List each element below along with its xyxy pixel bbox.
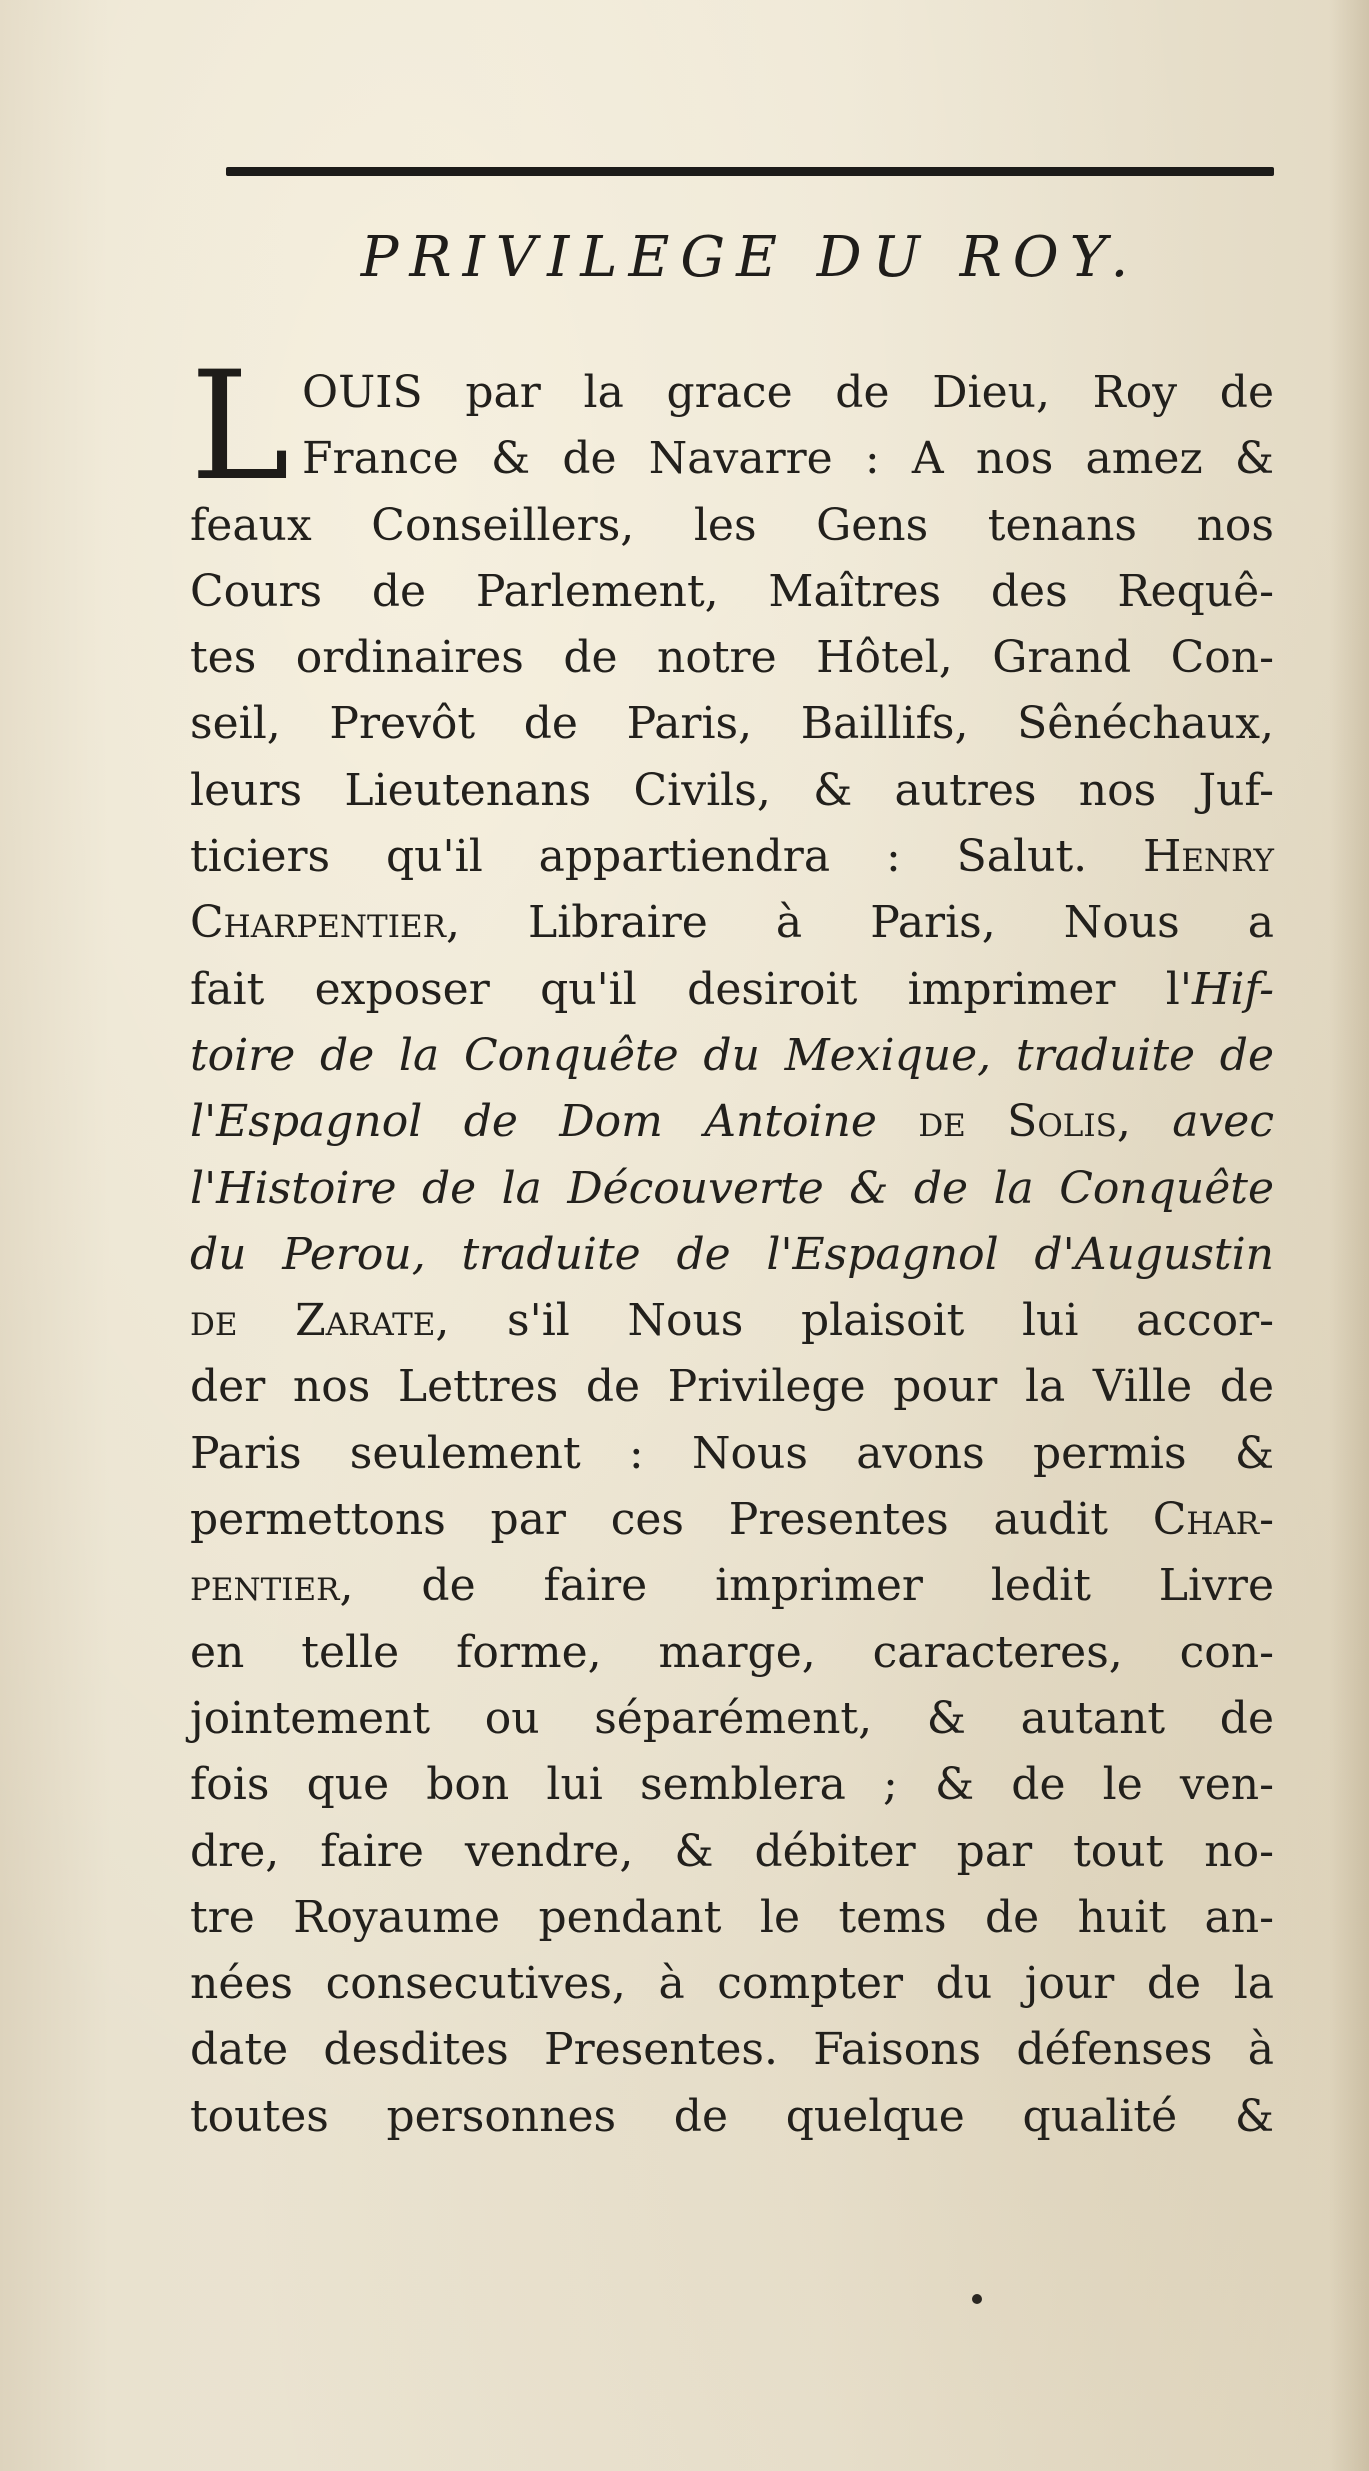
- text-span: de Solis: [918, 1096, 1117, 1148]
- text-span: OUIS par la grace de Dieu, Roy de: [302, 367, 1274, 418]
- text-span: du Perou, traduite de l'Espagnol d'Augustin: [190, 1228, 1274, 1280]
- text-span: leurs Lieutenans Civils, & autres nos Juf-: [190, 764, 1274, 816]
- text-line: [190, 559, 1274, 625]
- text-span: fois que bon lui semblera ; & de le ven-: [190, 1759, 1274, 1811]
- text-line: [190, 493, 1274, 559]
- text-span: Paris seulement : Nous avons permis &: [190, 1427, 1274, 1479]
- text-line: [190, 1951, 1274, 2017]
- text-span: seil, Prevôt de Paris, Baillifs, Sênéchaux,: [190, 698, 1274, 750]
- text-span: feaux Conseillers, les Gens tenans nos: [190, 499, 1274, 551]
- text-span: avec: [1172, 1096, 1274, 1148]
- text-line: [190, 1553, 1274, 1619]
- text-span: Henry: [1143, 831, 1274, 883]
- text-line: [190, 957, 1274, 1023]
- text-line: [190, 824, 1274, 890]
- text-line: [190, 625, 1274, 691]
- signature-mark: [972, 2294, 982, 2304]
- text-span: date desdites Presentes. Faisons défenses à: [190, 2024, 1274, 2076]
- text-line: [190, 2084, 1274, 2150]
- text-span: l'Espagnol de Dom Antoine: [190, 1096, 919, 1148]
- text-span: , de faire imprimer ledit Livre: [339, 1560, 1274, 1612]
- text-line: [190, 2017, 1274, 2083]
- text-span: Char-: [1152, 1494, 1274, 1546]
- text-line: [190, 1023, 1274, 1089]
- text-span: dre, faire vendre, & débiter par tout no-: [190, 1825, 1274, 1877]
- text-span: l'Histoire de la Découverte & de la Conquête: [190, 1162, 1274, 1214]
- text-span: der nos Lettres de Privilege pour la Ville de: [190, 1361, 1274, 1413]
- text-span: jointement ou séparément, & autant de: [190, 1692, 1274, 1744]
- text-span: toire de la Conquête du Mexique, traduite de: [190, 1029, 1274, 1081]
- text-line: [190, 1421, 1274, 1487]
- text-line: [190, 691, 1274, 757]
- text-span: en telle forme, marge, caracteres, con-: [190, 1626, 1274, 1678]
- text-span: , s'il Nous plaisoit lui accor-: [435, 1295, 1274, 1347]
- text-span: Cours de Parlement, Maîtres des Requê-: [190, 565, 1274, 617]
- text-line: [190, 1686, 1274, 1752]
- text-span: France & de Navarre : A nos amez &: [302, 433, 1274, 485]
- text-line: [190, 360, 1274, 426]
- text-span: , Libraire à Paris, Nous a: [445, 897, 1274, 949]
- text-line: [190, 1156, 1274, 1222]
- text-span: pentier: [190, 1560, 340, 1612]
- text-span: tre Royaume pendant le tems de huit an-: [190, 1891, 1274, 1943]
- text-line: [190, 758, 1274, 824]
- text-line: [190, 426, 1274, 492]
- text-span: tes ordinaires de notre Hôtel, Grand Con-: [190, 632, 1274, 684]
- text-line: [190, 1288, 1274, 1354]
- text-span: nées consecutives, à compter du jour de la: [190, 1958, 1274, 2010]
- body-text: [190, 360, 1274, 2150]
- text-line: [190, 1819, 1274, 1885]
- text-line: [190, 1752, 1274, 1818]
- text-span: toutes personnes de quelque qualité &: [190, 2090, 1274, 2142]
- text-line: [190, 1354, 1274, 1420]
- text-span: permettons par ces Presentes audit: [190, 1494, 1153, 1546]
- text-span: de Zarate: [190, 1295, 436, 1347]
- text-span: ,: [1116, 1096, 1173, 1148]
- text-line: [190, 1620, 1274, 1686]
- text-span: Hif-: [1191, 963, 1274, 1015]
- text-line: [190, 1089, 1274, 1155]
- text-span: Charpentier: [190, 897, 446, 949]
- text-line: [190, 890, 1274, 956]
- page-heading: PRIVILEGE DU ROY.: [360, 225, 1140, 290]
- drop-cap: L: [190, 340, 290, 514]
- text-span: ticiers qu'il appartiendra : Salut.: [190, 831, 1144, 883]
- text-span: fait exposer qu'il desiroit imprimer l': [190, 963, 1192, 1015]
- text-line: [190, 1885, 1274, 1951]
- header-rule: [226, 167, 1274, 176]
- text-line: [190, 1222, 1274, 1288]
- text-line: [190, 1487, 1274, 1553]
